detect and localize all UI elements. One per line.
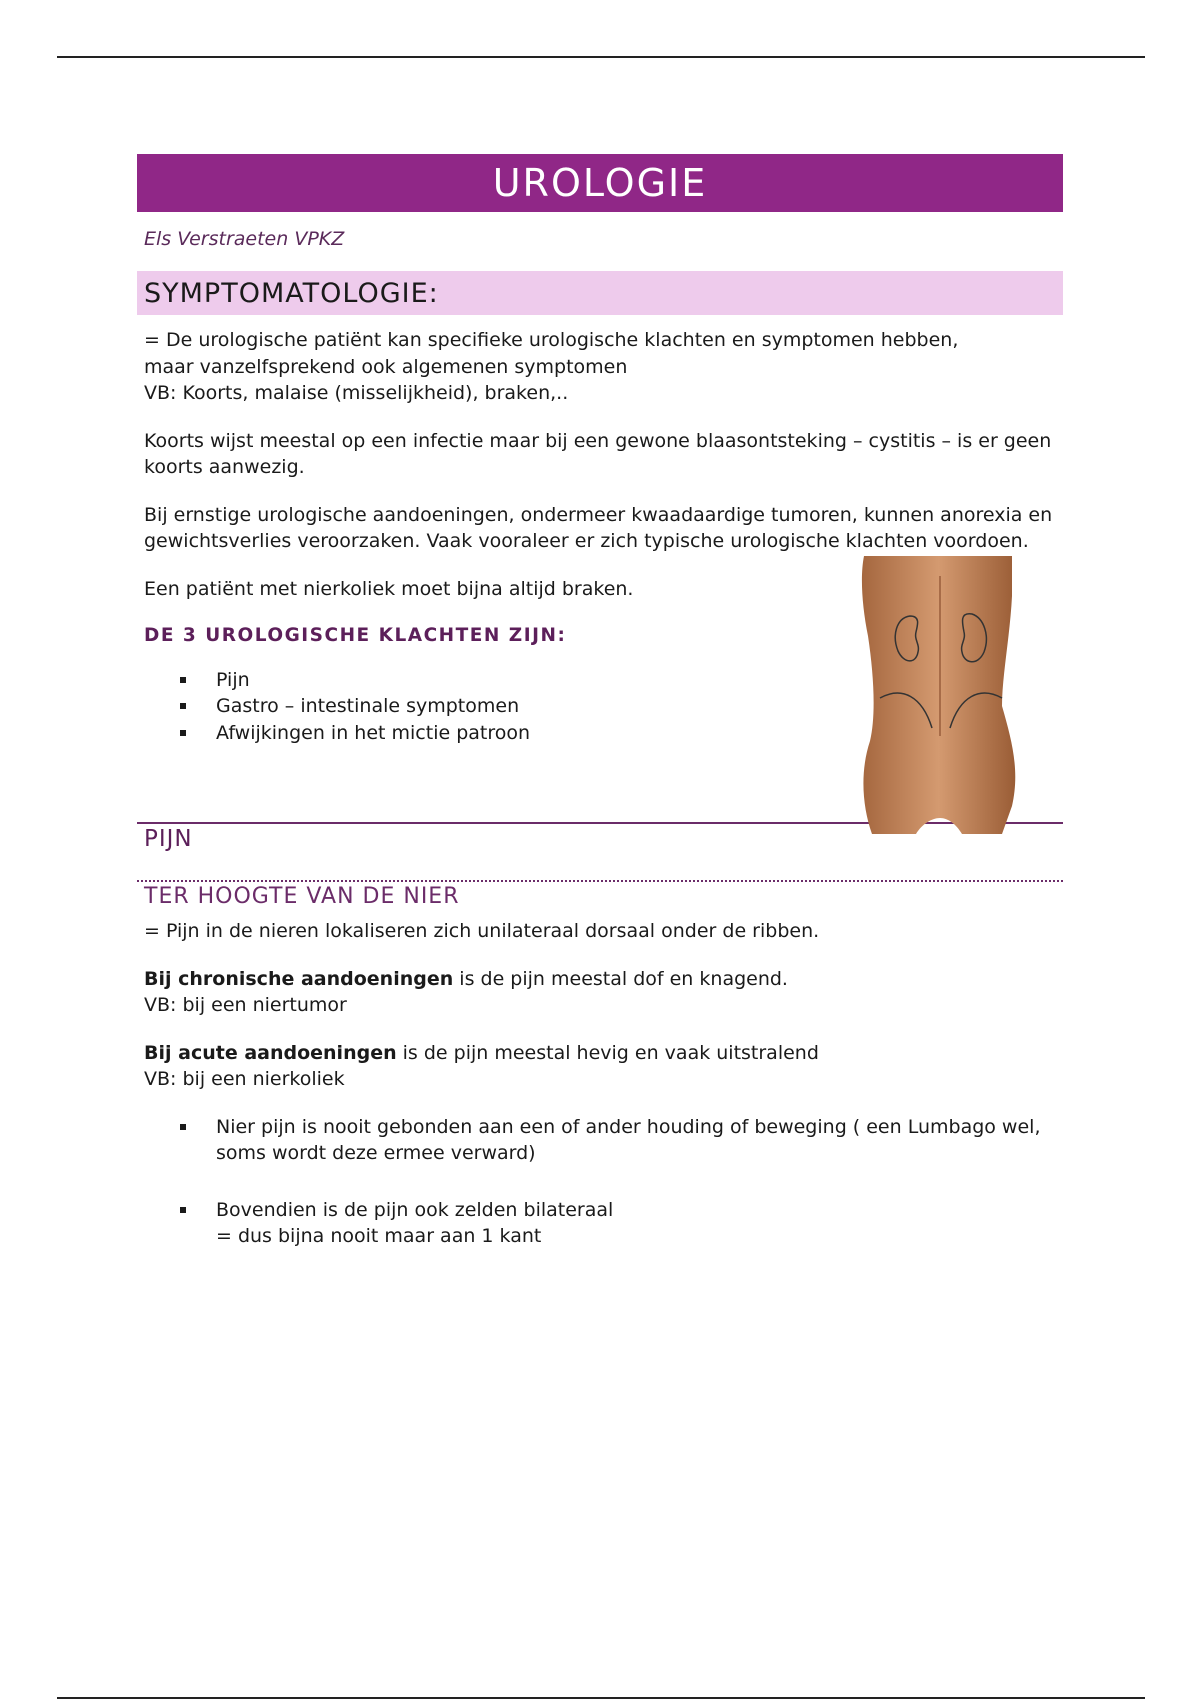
document-title: UROLOGIE [137,154,1063,212]
tumor-paragraph: Bij ernstige urologische aandoeningen, ondermeer kwaadaardige tumoren, kunnen anorexia en gewichtsverlies veroorzaken. Vaak vooraleer er zich typische urologische klachten voordoen. [144,503,1053,552]
intro-paragraph: = De urologische patiënt kan specifieke urologische klachten en symptomen hebben, maar vanzelfsprekend ook algemenen symptomen VB: Koorts, malaise (misselijkheid), braken,.. [144,329,959,404]
acute-paragraph: Bij acute aandoeningen is de pijn meestal hevig en vaak uitstralend VB: bij een nierkoliek [144,1041,819,1090]
list-item: Afwijkingen in het mictie patroon [180,720,1063,747]
kidney-back-illustration [852,556,1022,834]
list-item: Pijn [180,667,1063,694]
complaints-heading: DE 3 UROLOGISCHE KLACHTEN ZIJN: [144,625,567,646]
list-item: Nier pijn is nooit gebonden aan een of ander houding of beweging ( een Lumbago wel, soms wordt deze ermee verward) [180,1114,1063,1167]
pain-bullets [144,1114,1063,1250]
chronic-paragraph: Bij chronische aandoeningen is de pijn meestal dof en knagend. VB: bij een niertumor [144,967,788,1016]
top-rule [57,56,1145,58]
list-item: Gastro – intestinale symptomen [180,693,1063,720]
kidney-heading: TER HOOGTE VAN DE NIER [137,880,1063,918]
author-line: Els Verstraeten VPKZ [144,228,345,250]
pain-heading: PIJN [137,822,1063,866]
list-item: Bovendien is de pijn ook zelden bilateraal = dus bijna nooit maar aan 1 kant [180,1197,1063,1250]
fever-paragraph: Koorts wijst meestal op een infectie maar bij een gewone blaasontsteking – cystitis – is er geen koorts aanwezig. [144,429,1052,478]
nierkoliek-paragraph: Een patiënt met nierkoliek moet bijna altijd braken. [144,577,634,600]
bottom-rule [57,1697,1145,1699]
section-title: SYMPTOMATOLOGIE: [137,271,1063,315]
kidney-intro: = Pijn in de nieren lokaliseren zich unilateraal dorsaal onder de ribben. [144,920,820,942]
